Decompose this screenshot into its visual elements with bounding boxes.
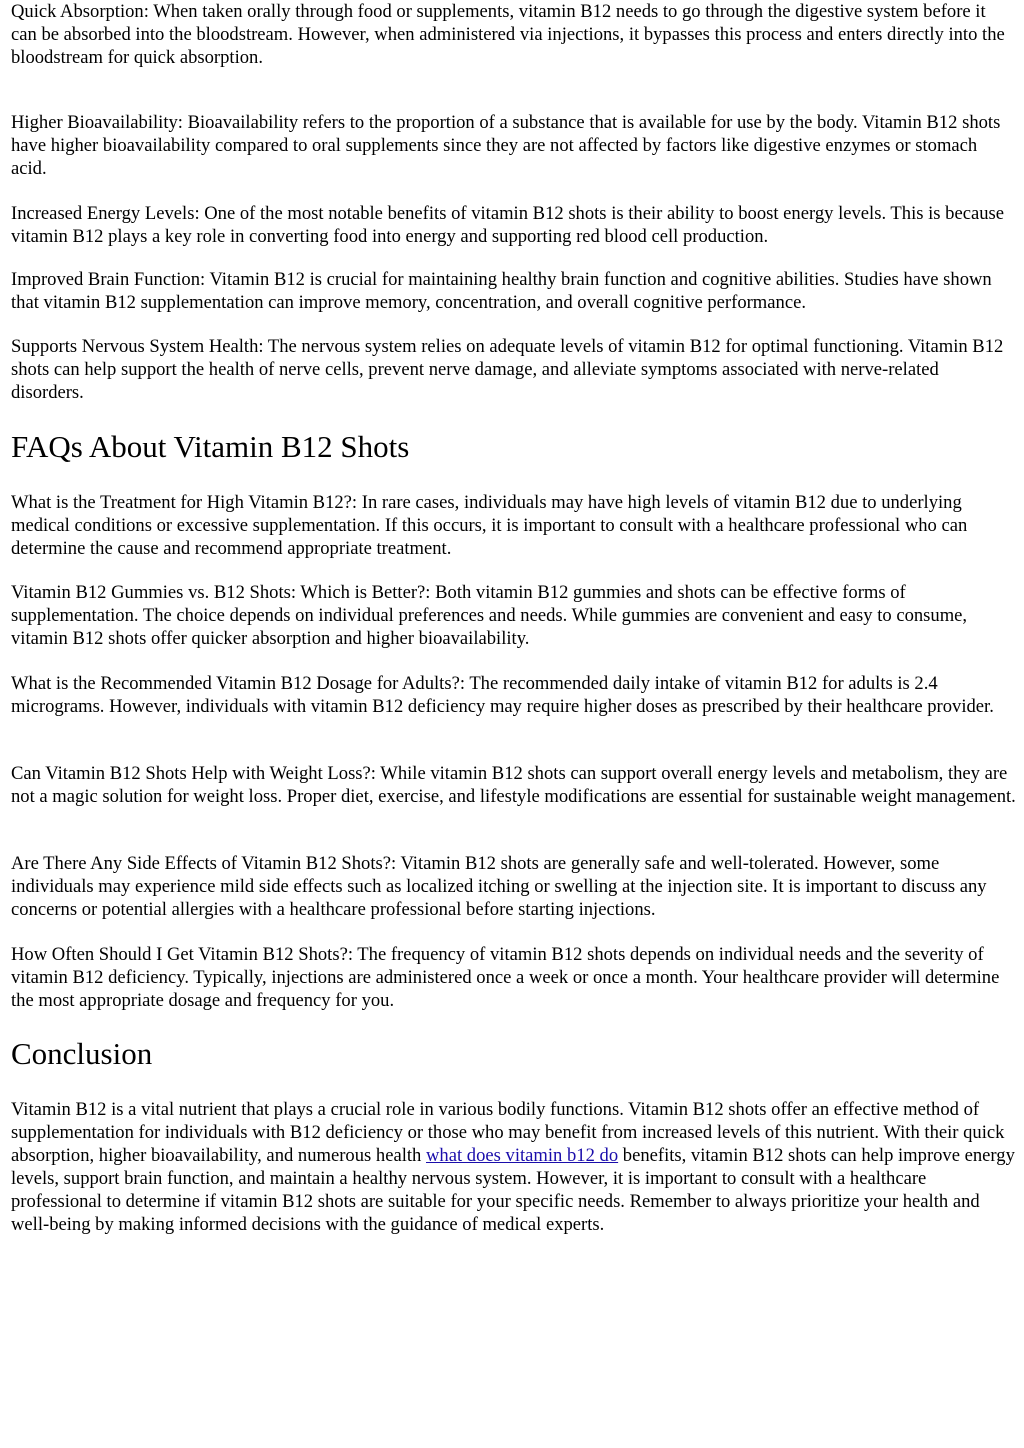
faq-item: Can Vitamin B12 Shots Help with Weight Loss?: While vitamin B12 shots can support overall energy levels and metabolism, they are not a magic solution for weight loss. Proper diet, exercise, and lifestyle modifications are essential for sustainable weight management.: [11, 763, 1016, 807]
faq-item: Vitamin B12 Gummies vs. B12 Shots: Which is Better?: Both vitamin B12 gummies and shots can be effective forms of supplementation. The choice depends on individual preferences and needs. While gummies are convenient and easy to consume, vitamin B12 shots offer quicker absorption and higher bioavailability.: [11, 582, 968, 649]
conclusion-text-start: Vitamin B12 is a vital nutrient that plays a crucial role in various bodily functions. Vitamin B12 shots offer an effective method of supplementation for individuals with B12 deficiency or those who may benefit from increased levels of this nutrient. With their quick absorption, higher bioavailability, and numerous health: [11, 1099, 1005, 1166]
vitamin-b12-link[interactable]: what does vitamin b12 do: [426, 1145, 619, 1166]
conclusion-heading: Conclusion: [11, 1036, 153, 1071]
faq-item: What is the Treatment for High Vitamin B12?: In rare cases, individuals may have high levels of vitamin B12 due to underlying medical conditions or excessive supplementation. If this occurs, it is important to consult with a healthcare professional who can determine the cause and recommend appropriate treatment.: [11, 492, 968, 559]
faq-heading: FAQs About Vitamin B12 Shots: [11, 429, 410, 464]
benefit-quick-absorption: Quick Absorption: When taken orally through food or supplements, vitamin B12 needs to go through the digestive system before it can be absorbed into the bloodstream. However, when administered via injections, it bypasses this process and enters directly into the bloodstream for quick absorption.: [11, 1, 1005, 68]
faq-item: Are There Any Side Effects of Vitamin B12 Shots?: Vitamin B12 shots are generally safe and well-tolerated. However, some individuals may experience mild side effects such as localized itching or swelling at the injection site. It is important to discuss any concerns or potential allergies with a healthcare professional before starting injections.: [11, 853, 987, 920]
faq-item: How Often Should I Get Vitamin B12 Shots?: The frequency of vitamin B12 shots depends on individual needs and the severity of vitamin B12 deficiency. Typically, injections are administered once a week or once a month. Your healthcare provider will determine the most appropriate dosage and frequency for you.: [11, 944, 1000, 1011]
benefit-nervous-system-health: Supports Nervous System Health: The nervous system relies on adequate levels of vitamin B12 for optimal functioning. Vitamin B12 shots can help support the health of nerve cells, prevent nerve damage, and alleviate symptoms associated with nerve-related disorders.: [11, 336, 1004, 403]
conclusion-text-end: benefits, vitamin B12 shots can help improve energy levels, support brain function, and maintain a healthy nervous system. However, it is important to consult with a healthcare professional to determine if vitamin B12 shots are suitable for your specific needs. Remember to always prioritize your health and well-being by making informed decisions with the guidance of medical experts.: [11, 1145, 1015, 1235]
benefit-increased-energy: Increased Energy Levels: One of the most notable benefits of vitamin B12 shots is their ability to boost energy levels. This is because vitamin B12 plays a key role in converting food into energy and supporting red blood cell production.: [11, 203, 1005, 247]
benefit-higher-bioavailability: Higher Bioavailability: Bioavailability refers to the proportion of a substance that is available for use by the body. Vitamin B12 shots have higher bioavailability compared to oral supplements since they are not affected by factors like digestive enzymes or stomach acid.: [11, 112, 1001, 179]
benefit-improved-brain-function: Improved Brain Function: Vitamin B12 is crucial for maintaining healthy brain function and cognitive abilities. Studies have shown that vitamin B12 supplementation can improve memory, concentration, and overall cognitive performance.: [11, 269, 992, 313]
conclusion-paragraph: [11, 1098, 1016, 1236]
faq-item: What is the Recommended Vitamin B12 Dosage for Adults?: The recommended daily intake of vitamin B12 for adults is 2.4 micrograms. However, individuals with vitamin B12 deficiency may require higher doses as prescribed by their healthcare provider.: [11, 673, 994, 717]
